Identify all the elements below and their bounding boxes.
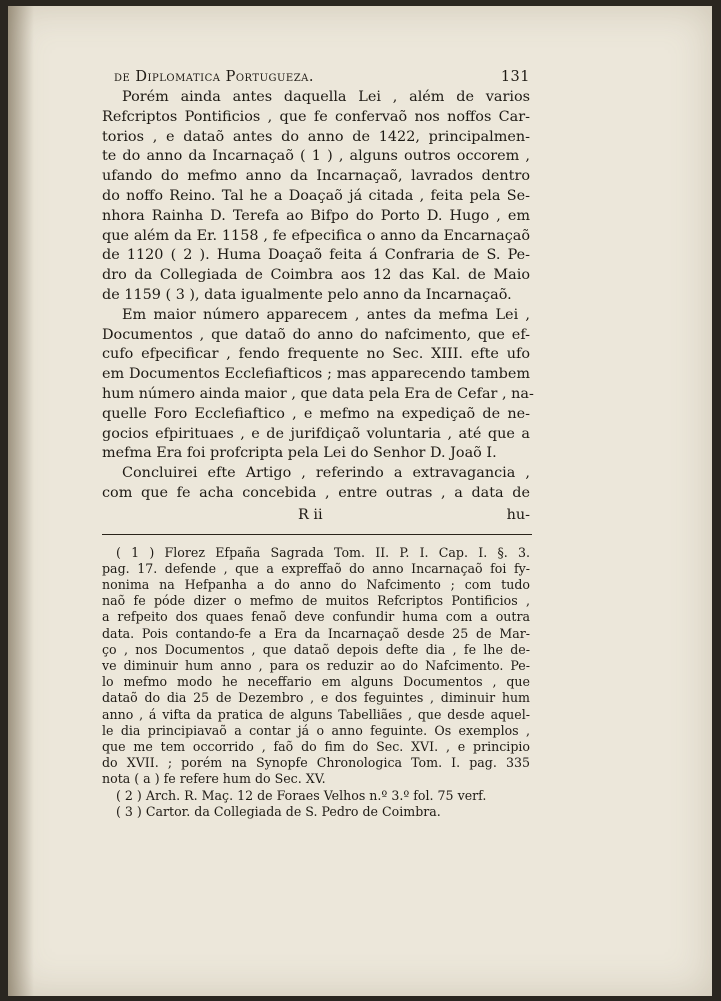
body-line: te do anno da Incarnaçaõ ( 1 ) , alguns outros occorem , bbox=[102, 148, 530, 165]
body-line: nhora Rainha D. Terefa ao Bifpo do Porto D. Hugo , em bbox=[102, 207, 530, 224]
body-line: mefma Era foi profcripta pela Lei do Senhor D. Joaõ I. bbox=[102, 445, 497, 462]
signature-line bbox=[102, 504, 530, 526]
footnote-line: le dia principiavaõ a contar já o anno feguinte. Os exemplos , bbox=[102, 722, 530, 738]
footnote-line: ve diminuir hum anno , para os reduzir ao do Nafcimento. Pe- bbox=[102, 658, 530, 674]
footnote-line: ( 2 ) Arch. R. Maç. 12 de Foraes Velhos n.º 3.º fol. 75 verf. bbox=[116, 787, 487, 803]
catchword: hu- bbox=[506, 506, 530, 523]
body-line: Porém ainda antes daquella Lei , além de varios bbox=[122, 89, 530, 105]
body-line: ufando do mefmo anno da Incarnaçaõ, lavrados dentro bbox=[102, 168, 530, 185]
running-head-title: de Diplomatica Portugueza. bbox=[114, 69, 314, 85]
body-text bbox=[102, 88, 534, 504]
footnote-line: a refpeito dos quaes fenaõ deve confundir huma com a outra bbox=[102, 609, 530, 625]
body-line: Em maior número apparecem , antes da mefma Lei , bbox=[122, 306, 530, 323]
body-line: quelle Foro Ecclefiaftico , e mefmo na expediçaõ de ne- bbox=[102, 405, 530, 422]
body-line: que além da Er. 1158 , fe efpecifica o anno da Encarnaçaõ bbox=[102, 227, 530, 244]
footnote-line: pag. 17. defende , que a expreffaõ do anno Incarnaçaõ foi fy- bbox=[102, 560, 530, 576]
footnote-line: do XVII. ; porém na Synopfe Chronologica Tom. I. pag. 335 bbox=[102, 755, 530, 771]
footnote-line: ( 1 ) Florez Efpaña Sagrada Tom. II. P. I. Cap. I. §. 3. bbox=[116, 544, 530, 560]
footnote-line: data. Pois contando-fe a Era da Incarnaçaõ desde 25 de Mar- bbox=[102, 625, 530, 641]
footnote-line: naõ fe póde dizer o mefmo de muitos Refcriptos Pontificios , bbox=[102, 593, 530, 609]
body-line: hum número ainda maior , que data pela Era de Cefar , na- bbox=[102, 385, 534, 402]
body-line: Concluirei efte Artigo , referindo a extravagancia , bbox=[122, 465, 530, 482]
binding-shadow bbox=[8, 6, 34, 996]
footnotes bbox=[102, 545, 530, 820]
book-page bbox=[8, 6, 712, 996]
body-line: torios , e dataõ antes do anno de 1422, principalmen- bbox=[102, 128, 530, 145]
text-block bbox=[102, 66, 534, 820]
page-number: 131 bbox=[500, 69, 530, 85]
footnote-line: que me tem occorrido , faõ do fim do Sec. XVI. , e principio bbox=[102, 738, 530, 754]
body-line: do noffo Reino. Tal he a Doaçaõ já citada , feita pela Se- bbox=[102, 187, 530, 204]
running-head bbox=[102, 66, 530, 88]
signature-mark: R ii bbox=[298, 506, 323, 523]
footnote-rule bbox=[102, 534, 532, 535]
footnote-line: nonima na Hefpanha a do anno do Nafcimento ; com tudo bbox=[102, 577, 530, 593]
footnote-line: lo mefmo modo he neceffario em alguns Documentos , que bbox=[102, 674, 530, 690]
body-line: dro da Collegiada de Coimbra aos 12 das Kal. de Maio bbox=[102, 267, 530, 284]
body-line: de 1159 ( 3 ), data igualmente pelo anno da Incarnaçaõ. bbox=[102, 286, 512, 303]
body-line: gocios efpirituaes , e de jurifdiçaõ voluntaria , até que a bbox=[102, 425, 530, 442]
body-line: cufo efpecificar , fendo frequente no Sec. XIII. efte ufo bbox=[102, 346, 530, 363]
footnote-line: ( 3 ) Cartor. da Collegiada de S. Pedro de Coimbra. bbox=[116, 803, 441, 819]
body-line: Refcriptos Pontificios , que fe confervaõ nos noffos Car- bbox=[102, 108, 530, 125]
footnote-line: dataõ do dia 25 de Dezembro , e dos feguintes , diminuir hum bbox=[102, 690, 530, 706]
body-line: Documentos , que dataõ do anno do nafcimento, que ef- bbox=[102, 326, 530, 343]
body-line: de 1120 ( 2 ). Huma Doaçaõ feita á Confraria de S. Pe- bbox=[102, 247, 530, 264]
footnote-line: nota ( a ) fe refere hum do Sec. XV. bbox=[102, 771, 326, 787]
footnote-line: ço , nos Documentos , que dataõ depois defte dia , fe lhe de- bbox=[102, 641, 530, 657]
body-line: com que fe acha concebida , entre outras , a data de bbox=[102, 484, 530, 501]
body-line: em Documentos Ecclefiafticos ; mas apparecendo tambem bbox=[102, 366, 530, 383]
footnote-line: anno , á vifta da pratica de alguns Tabelliães , que desde aquel- bbox=[102, 706, 530, 722]
